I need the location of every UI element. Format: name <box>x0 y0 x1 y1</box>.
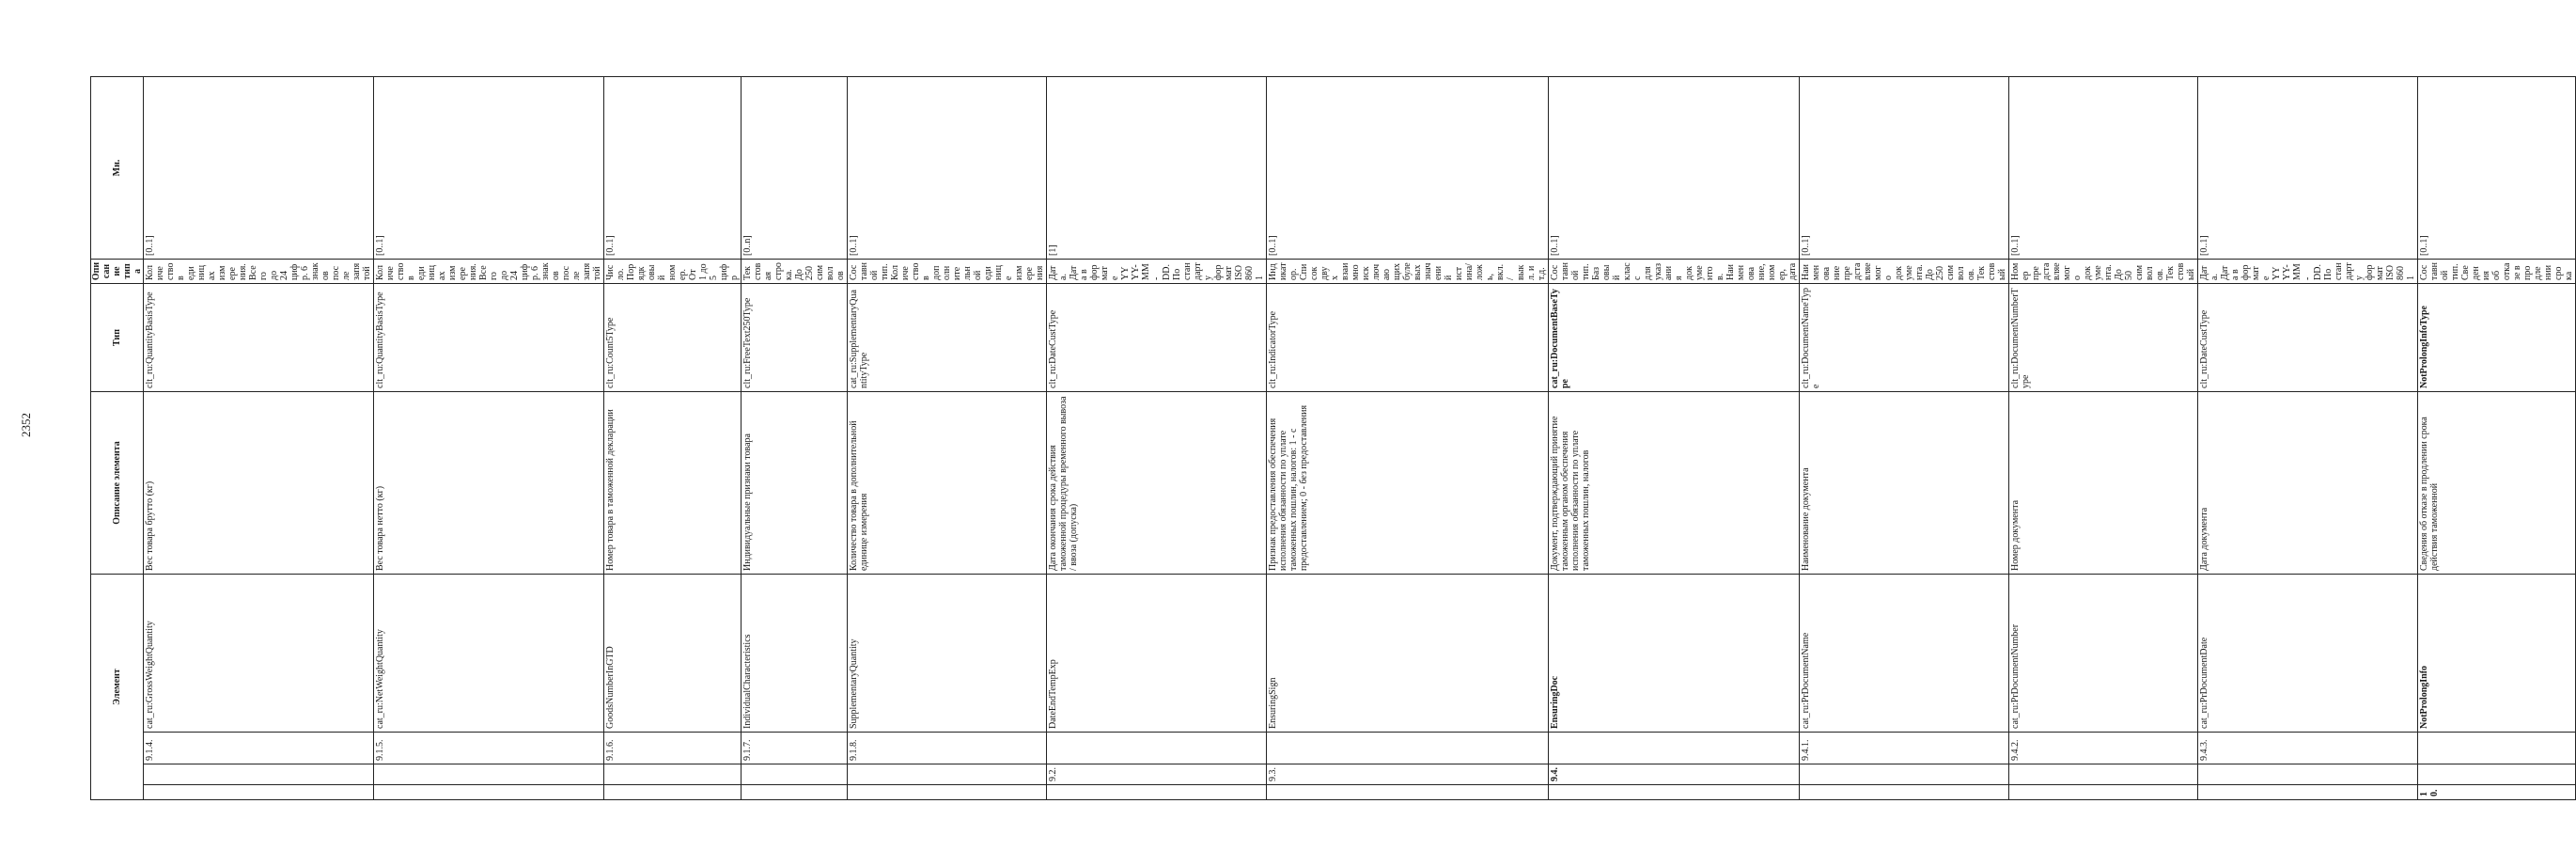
multiplicity: [0..1] <box>374 77 604 260</box>
element-description: Номер товара в таможенной декларации <box>604 392 742 575</box>
element-type: clt_ru:DocumentNameType <box>1800 284 2009 392</box>
type-description: Номер представляемого документа. До 50 символов. Текстовый <box>2009 260 2198 284</box>
row-num-level2: 9.4.2. <box>2009 733 2198 764</box>
element-description: Вес товара брутто (кг) <box>144 392 374 575</box>
type-description: Составной тип. Сведения об отказе в продлении срока <box>2418 260 2576 284</box>
header-row <box>91 77 144 800</box>
row-num-level1: 9.3. <box>1267 764 1549 785</box>
row-num-level2 <box>1549 733 1800 764</box>
table-row <box>2009 77 2198 800</box>
element-description: Дата окончания срока действия таможенной процедуры временного вывоза / ввоза (допуска) <box>1047 392 1267 575</box>
multiplicity: [0..1] <box>144 77 374 260</box>
type-description: Составной тип. Базовый класс для указания документов. Наименование, номер, дата <box>1549 260 1800 284</box>
table-row <box>2198 77 2418 800</box>
table-row <box>1800 77 2009 800</box>
multiplicity: [1] <box>1047 77 1267 260</box>
element-type: clt_ru:FreeText250Type <box>742 284 848 392</box>
row-num-level1 <box>144 764 374 785</box>
row-num-level2: 9.1.8. <box>848 733 1047 764</box>
row-num-level0: 10. <box>2418 785 2576 800</box>
element-description: Наименование документа <box>1800 392 2009 575</box>
row-num-level0 <box>1549 785 1800 800</box>
type-description: Количество в единицах измерения. Всего до 24 цифр. 6 знаков после запятой <box>374 260 604 284</box>
row-num-level2 <box>1267 733 1549 764</box>
row-num-level1 <box>1800 764 2009 785</box>
row-num-level1 <box>2418 764 2576 785</box>
element-type: clt_ru:QuantityBasisType <box>374 284 604 392</box>
element-name: cat_ru:PrDocumentDate <box>2198 575 2418 733</box>
element-name: cat_ru:GrossWeightQuantity <box>144 575 374 733</box>
row-num-level0 <box>144 785 374 800</box>
row-num-level2: 9.1.6. <box>604 733 742 764</box>
header-multiplicity: Мн. <box>91 77 144 260</box>
table-row <box>742 77 848 800</box>
table-row <box>848 77 1047 800</box>
element-name: cat_ru:NetWeightQuantity <box>374 575 604 733</box>
element-type: cat_ru:DocumentBaseType <box>1549 284 1800 392</box>
element-name: EnsuringDoc <box>1549 575 1800 733</box>
row-num-level0 <box>2009 785 2198 800</box>
type-description: Индикатор. Список двух взаимно исключающих булевых значений истина/ложь, вкл./выкл. и т.д. <box>1267 260 1549 284</box>
element-type: clt_ru:Count5Type <box>604 284 742 392</box>
element-type: clt_ru:DocumentNumberType <box>2009 284 2198 392</box>
element-description: Количество товара в дополнительной единице измерения <box>848 392 1047 575</box>
spec-table <box>90 76 2576 800</box>
element-name: SupplementaryQuantity <box>848 575 1047 733</box>
multiplicity: [0..1] <box>2418 77 2576 260</box>
element-name: DateEndTempExp <box>1047 575 1267 733</box>
row-num-level2: 9.1.4. <box>144 733 374 764</box>
type-description: Число. Порядковый номер. От 1 до 5 цифр <box>604 260 742 284</box>
header-element: Элемент <box>91 575 144 800</box>
page-number: 2352 <box>19 413 33 437</box>
row-num-level0 <box>604 785 742 800</box>
row-num-level2 <box>1047 733 1267 764</box>
element-type: clt_ru:DateCustType <box>2198 284 2418 392</box>
element-type: clt_ru:QuantityBasisType <box>144 284 374 392</box>
element-name: NotProlongInfo <box>2418 575 2576 733</box>
type-description: Дата. Дата в формате YYYY-MM-DD. По стандарту формат ISO 8601 <box>2198 260 2418 284</box>
header-element-desc: Описание элемента <box>91 392 144 575</box>
rotated-page-content <box>90 76 2574 800</box>
row-num-level0 <box>742 785 848 800</box>
type-description: Количество в единицах измерения. Всего до 24 цифр. 6 знаков после запятой <box>144 260 374 284</box>
element-name: cat_ru:PrDocumentNumber <box>2009 575 2198 733</box>
multiplicity: [0..1] <box>1267 77 1549 260</box>
multiplicity: [0..1] <box>1549 77 1800 260</box>
multiplicity: [0..1] <box>604 77 742 260</box>
table-row <box>2418 77 2576 800</box>
type-description: Наименование представляемого документа. До 250 символов. Текстовый <box>1800 260 2009 284</box>
multiplicity: [0..1] <box>1800 77 2009 260</box>
element-description: Индивидуальные признаки товара <box>742 392 848 575</box>
row-num-level0 <box>848 785 1047 800</box>
element-name: IndividualCharacteristics <box>742 575 848 733</box>
row-num-level0 <box>1267 785 1549 800</box>
type-description: Дата. Дата в формате YYYY-MM-DD. По стандарту формат ISO 8601 <box>1047 260 1267 284</box>
row-num-level1: 9.2. <box>1047 764 1267 785</box>
element-name: cat_ru:PrDocumentName <box>1800 575 2009 733</box>
row-num-level1 <box>742 764 848 785</box>
row-num-level1: 9.4. <box>1549 764 1800 785</box>
table-row <box>1549 77 1800 800</box>
row-num-level1 <box>374 764 604 785</box>
header-type: Тип <box>91 284 144 392</box>
element-description: Номер документа <box>2009 392 2198 575</box>
table-body <box>144 77 2576 800</box>
row-num-level2: 9.4.1. <box>1800 733 2009 764</box>
multiplicity: [0..1] <box>2198 77 2418 260</box>
multiplicity: [0..1] <box>848 77 1047 260</box>
row-num-level1 <box>2198 764 2418 785</box>
table-row <box>144 77 374 800</box>
element-name: EnsuringSign <box>1267 575 1549 733</box>
type-description: Текстовая строка. До 250 символов <box>742 260 848 284</box>
table-row <box>1047 77 1267 800</box>
element-description: Дата документа <box>2198 392 2418 575</box>
element-description: Документ, подтверждающий принятие таможенным органом обеспечения исполнения обязанности по уплате таможенных пошлин, налогов <box>1549 392 1800 575</box>
element-name: GoodsNumberInGTD <box>604 575 742 733</box>
row-num-level2: 9.1.7. <box>742 733 848 764</box>
element-type: cat_ru:SupplementaryQuantityType <box>848 284 1047 392</box>
header-type-desc: Описание типа <box>91 260 144 284</box>
element-type: NotProlongInfoType <box>2418 284 2576 392</box>
element-description: Вес товара нетто (кг) <box>374 392 604 575</box>
type-description: Составной тип. Количество в дополнительной единице измерения <box>848 260 1047 284</box>
table-row <box>374 77 604 800</box>
table-row <box>1267 77 1549 800</box>
element-type: clt_ru:IndicatorType <box>1267 284 1549 392</box>
row-num-level0 <box>2198 785 2418 800</box>
table-row <box>604 77 742 800</box>
row-num-level0 <box>1800 785 2009 800</box>
element-description: Сведения об отказе в продлении срока действия таможенной <box>2418 392 2576 575</box>
multiplicity: [0..n] <box>742 77 848 260</box>
row-num-level0 <box>374 785 604 800</box>
multiplicity: [0..1] <box>2009 77 2198 260</box>
row-num-level2: 9.1.5. <box>374 733 604 764</box>
row-num-level1 <box>604 764 742 785</box>
row-num-level1 <box>848 764 1047 785</box>
row-num-level2 <box>2418 733 2576 764</box>
element-description: Признак предоставления обеспечения исполнения обязанности по уплате таможенных пошлин, налогов: 1 - с предоставлением; 0 - без предоставления <box>1267 392 1549 575</box>
row-num-level0 <box>1047 785 1267 800</box>
element-type: clt_ru:DateCustType <box>1047 284 1267 392</box>
row-num-level1 <box>2009 764 2198 785</box>
row-num-level2: 9.4.3. <box>2198 733 2418 764</box>
